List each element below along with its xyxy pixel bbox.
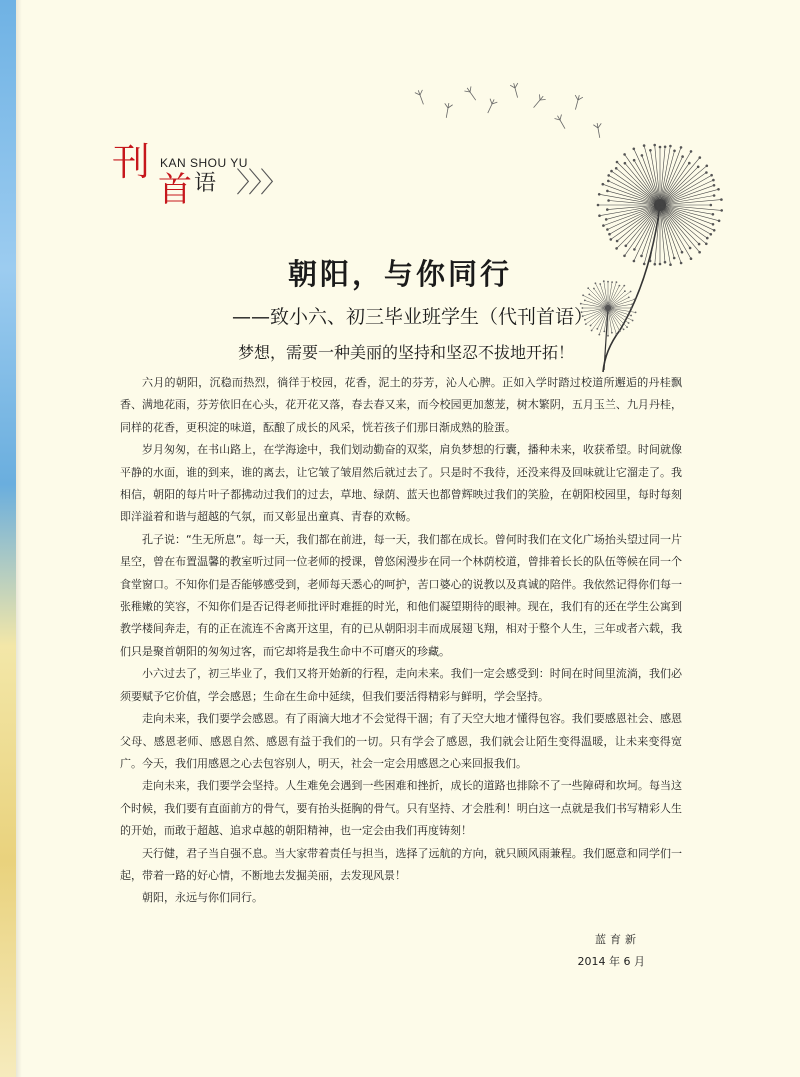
column-label-pinyin: KAN SHOU YU	[160, 156, 248, 170]
paragraph: 六月的朝阳，沉稳而热烈，徜徉于校园，花香，泥土的芬芳，沁人心脾。正如入学时踏过校道所邂逅的丹桂飘香、满地花雨，芬芳依旧在心头，花开花又落，春去春又来，而今校园更加葱茏，树木繁阴，五月玉兰、九月丹桂，同样的花香，更积淀的味道，酝酿了成长的风采，恍若孩子们那日渐成熟的脸蛋。	[120, 376, 682, 434]
paragraph: 走向未来，我们要学会感恩。有了雨滴大地才不会觉得干涸；有了天空大地才懂得包容。我们要感恩社会、感恩父母、感恩老师、感恩自然、感恩有益于我们的一切。只有学会了感恩，我们就会让陌生变得温暖，让未来变得宽广。今天，我们用感恩之心去包容别人，明天，社会一定会用感恩之心来回报我们。	[120, 712, 682, 770]
column-label-kan: 刊	[112, 140, 151, 184]
dandelion-seeds-icon	[415, 82, 604, 138]
paragraph: 朝阳，永远与你们同行。	[142, 891, 263, 905]
column-label-yu: 语	[194, 171, 217, 196]
article-title: 朝阳，与你同行	[287, 257, 512, 291]
paragraph: 天行健，君子当自强不息。当大家带着责任与担当，选择了远航的方向，就只顾风雨兼程。我们愿意和同学们一起，带着一路的好心情，不断地去发掘美丽，去发现风景！	[120, 846, 682, 882]
article-motto: 梦想，需要一种美丽的坚持和坚忍不拔地开拓！	[238, 343, 575, 362]
paragraph: 走向未来，我们要学会坚持。人生难免会遇到一些困难和挫折，成长的道路也排除不了一些障碍和坎坷。每当这个时候，我们要有直面前方的骨气，要有抬头挺胸的骨气。只有坚持、才会胜利！明白这一点就是我们书写精彩人生的开始，而敢于超越、追求卓越的朝阳精神，也一定会由我们再度铸刻！	[120, 779, 682, 838]
article-body	[120, 372, 682, 910]
signature-name: 蓝育新	[595, 933, 640, 946]
paragraph: 小六过去了，初三毕业了，我们又将开始新的行程，走向未来。我们一定会感受到：时间在时间里流淌，我们必须要赋予它价值，学会感恩；生命在生命中延续，但我们要活得精彩与鲜明，学会坚持。	[120, 667, 682, 703]
column-label-shou: 首	[158, 170, 192, 210]
column-label	[112, 140, 332, 213]
paragraph: 孔子说：“生无所息”。每一天，我们都在前进，每一天，我们都在成长。曾何时我们在文化广场抬头望过同一片星空，曾在布置温馨的教室听过同一位老师的授课，曾悠闲漫步在同一个林荫校道，曾排着长长的队伍等候在同一个食堂窗口。不知你们是否能够感受到，老师每天悉心的呵护，苦口婆心的说教以及真诚的陪伴。我依然记得你们每一张稚嫩的笑容，不知你们是否记得老师批评时难捱的时光，和他们凝望期待的眼神。现在，我们有的还在学生公寓到教学楼间奔走，有的正在流连不舍离开这里，有的已从朝阳羽丰而成展翅飞翔，相对于整个人生，三年或者六载，我们只是聚首朝阳的匆匆过客，而它却将是我生命中不可磨灭的珍藏。	[120, 532, 682, 658]
chevron-right-icon: 〉〉〉	[236, 166, 287, 199]
article-subtitle: ——致小六、初三毕业班学生（代刊首语）	[232, 306, 594, 328]
paragraph: 岁月匆匆，在书山路上，在学海途中，我们划动勤奋的双桨，肩负梦想的行囊，播种未来，收获希望。时间就像平静的水面，谁的到来，谁的离去，让它皱了皱眉然后就过去了。只是时不我待，还没来得及回味就让它溜走了。我相信，朝阳的每片叶子都拂动过我们的过去，草地、绿荫、蓝天也都曾辉映过我们的笑脸，在朝阳校园里，每时每刻即洋溢着和谐与超越的气氛，而又彰显出童真、青春的欢畅。	[120, 443, 682, 524]
signature-date: 2014 年 6 月	[577, 955, 645, 968]
